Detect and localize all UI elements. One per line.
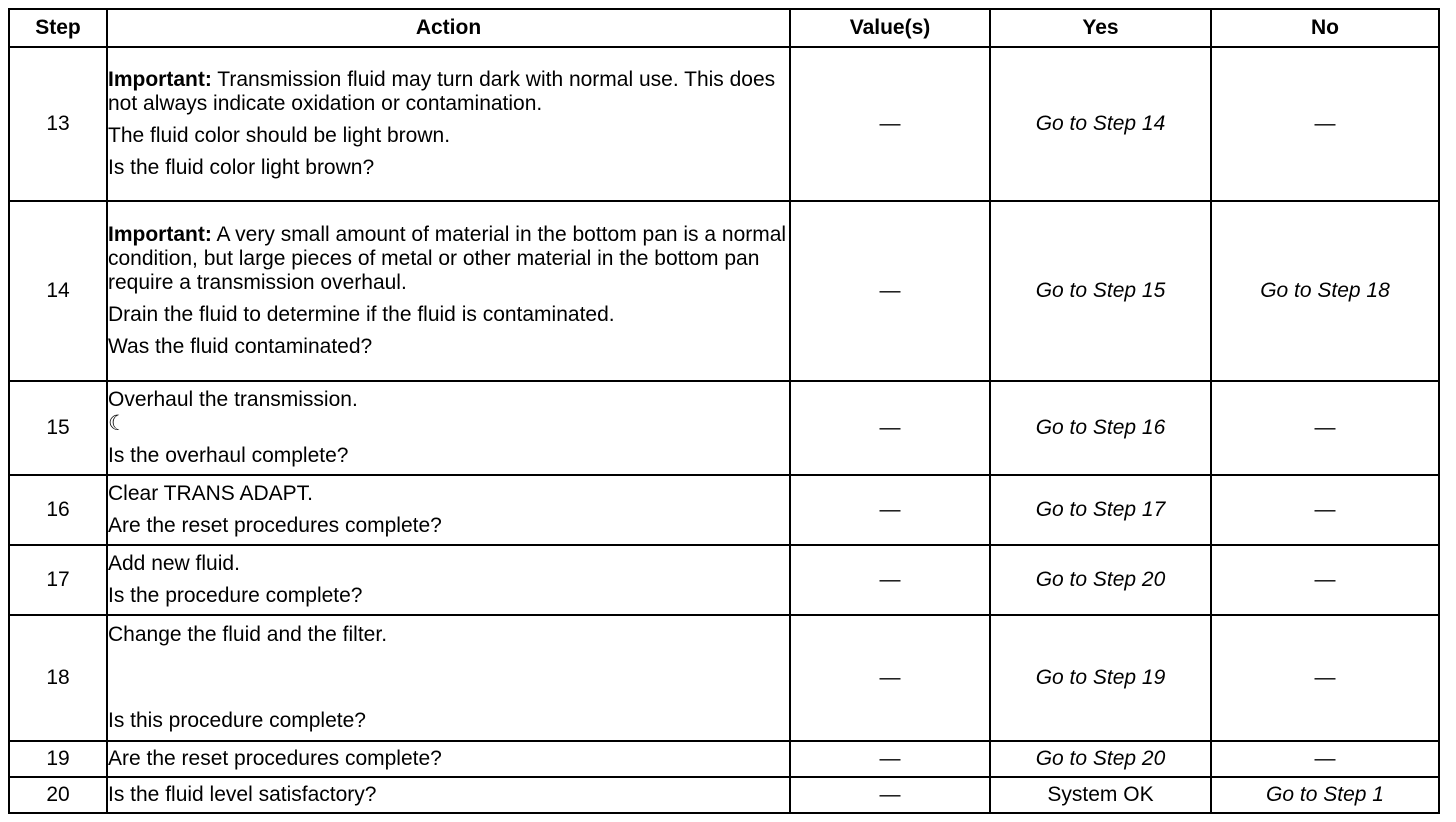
action-instruction: Add new fluid. xyxy=(108,552,240,575)
yes-result: System OK xyxy=(990,777,1211,813)
step-number: 17 xyxy=(9,545,107,615)
yes-link[interactable]: Go to Step 20 xyxy=(990,741,1211,777)
value-cell: — xyxy=(790,545,990,615)
table-row-step-13 xyxy=(9,47,1439,201)
action-cell xyxy=(107,545,790,615)
value-cell: — xyxy=(790,475,990,545)
value-cell: — xyxy=(790,47,990,201)
table-row-step-14 xyxy=(9,201,1439,381)
action-instruction: The fluid color should be light brown. xyxy=(108,124,451,147)
action-question: Was the fluid contaminated? xyxy=(108,335,373,358)
header-yes: Yes xyxy=(990,9,1211,47)
table-row-step-18 xyxy=(9,615,1439,741)
header-no: No xyxy=(1211,9,1439,47)
step-number: 20 xyxy=(9,777,107,813)
header-step: Step xyxy=(9,9,107,47)
action-cell xyxy=(107,777,790,813)
action-question: Is the fluid color light brown? xyxy=(108,156,375,179)
table-row-step-17 xyxy=(9,545,1439,615)
table-row-step-15 xyxy=(9,381,1439,475)
action-cell xyxy=(107,741,790,777)
no-cell: — xyxy=(1211,475,1439,545)
no-cell: — xyxy=(1211,741,1439,777)
important-label: Important: xyxy=(108,68,212,91)
value-cell: — xyxy=(790,615,990,741)
action-question: Is the fluid level satisfactory? xyxy=(108,783,377,806)
value-cell: — xyxy=(790,777,990,813)
action-cell xyxy=(107,381,790,475)
table-row-step-20 xyxy=(9,777,1439,813)
action-instruction: Change the fluid and the filter. xyxy=(108,623,388,646)
action-question: Is the procedure complete? xyxy=(108,584,363,607)
yes-link[interactable]: Go to Step 15 xyxy=(990,201,1211,381)
action-cell xyxy=(107,475,790,545)
yes-link[interactable]: Go to Step 14 xyxy=(990,47,1211,201)
header-row xyxy=(9,9,1439,47)
no-cell: — xyxy=(1211,381,1439,475)
yes-link[interactable]: Go to Step 19 xyxy=(990,615,1211,741)
no-link[interactable]: Go to Step 18 xyxy=(1211,201,1439,381)
action-question: Is the overhaul complete? xyxy=(108,444,349,467)
action-question: Is this procedure complete? xyxy=(108,709,366,732)
important-note xyxy=(108,68,789,116)
step-number: 18 xyxy=(9,615,107,741)
value-cell: — xyxy=(790,381,990,475)
no-cell: — xyxy=(1211,47,1439,201)
action-instruction: Clear TRANS ADAPT. xyxy=(108,482,314,505)
value-cell: — xyxy=(790,201,990,381)
action-instruction: Overhaul the transmission. xyxy=(108,388,358,411)
important-label: Important: xyxy=(108,223,212,246)
no-cell: — xyxy=(1211,545,1439,615)
important-text: A very small amount of material in the bottom pan is a normal condition, but large pieces of metal or other material in the bottom pan require a transmission overhaul. xyxy=(108,223,787,294)
no-link[interactable]: Go to Step 1 xyxy=(1211,777,1439,813)
no-cell: — xyxy=(1211,615,1439,741)
yes-link[interactable]: Go to Step 17 xyxy=(990,475,1211,545)
diagnostic-table-sheet xyxy=(8,8,1440,814)
step-number: 13 xyxy=(9,47,107,201)
action-cell xyxy=(107,47,790,201)
action-instruction: Drain the fluid to determine if the fluid is contaminated. xyxy=(108,303,615,326)
diagnostic-table xyxy=(8,8,1440,814)
value-cell: — xyxy=(790,741,990,777)
action-question: Are the reset procedures complete? xyxy=(108,514,442,537)
table-row-step-16 xyxy=(9,475,1439,545)
action-cell xyxy=(107,615,790,741)
important-note xyxy=(108,223,789,295)
yes-link[interactable]: Go to Step 16 xyxy=(990,381,1211,475)
step-number: 14 xyxy=(9,201,107,381)
table-row-step-19 xyxy=(9,741,1439,777)
step-number: 19 xyxy=(9,741,107,777)
yes-link[interactable]: Go to Step 20 xyxy=(990,545,1211,615)
action-question: Are the reset procedures complete? xyxy=(108,747,442,770)
step-number: 15 xyxy=(9,381,107,475)
action-cell xyxy=(107,201,790,381)
stray-mark: ☾ xyxy=(108,412,127,435)
header-values: Value(s) xyxy=(790,9,990,47)
step-number: 16 xyxy=(9,475,107,545)
header-action: Action xyxy=(107,9,790,47)
important-text: Transmission fluid may turn dark with normal use. This does not always indicate oxidation or contamination. xyxy=(108,68,776,115)
